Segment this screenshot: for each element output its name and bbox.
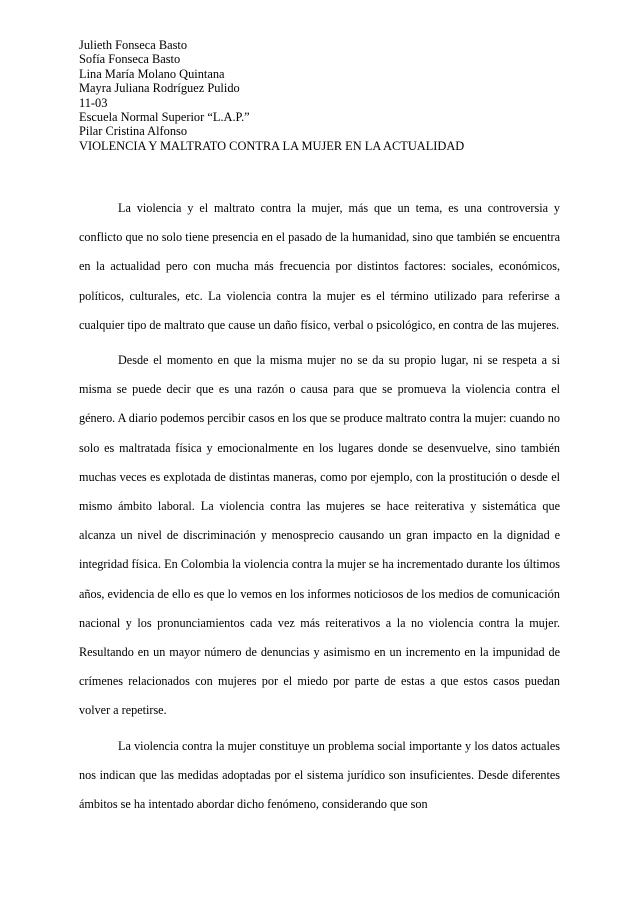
paragraph-3: La violencia contra la mujer constituye un problema social importante y los datos actuales nos indican que las medidas adoptadas por el sistema jurídico son insuficientes. Desde diferentes ámbitos se ha intentado abordar dicho fenómeno, considerando que son <box>79 738 560 812</box>
author-name-4: Mayra Juliana Rodríguez Pulido <box>79 81 240 96</box>
paragraph-2: Desde el momento en que la misma mujer no se da su propio lugar, ni se respeta a si misma se puede decir que es una razón o causa para que se promueva la violencia contra el género. A diario podemos percibir casos en los que se produce maltrato contra la mujer: cuando no solo es maltratada física y emocionalmente en los lugares donde se desenvuelve, sino también muchas veces es explotada de distintas maneras, como por ejemplo, con la prostitución o desde el mismo ámbito laboral. La violencia contra las mujeres se hace reiterativa y sistemática que alcanza un nivel de discriminación y menosprecio causando un gran impacto en la dignidad e integridad física. En Colombia la violencia contra la mujer se ha incrementado durante los últimos años, evidencia de ello es que lo vemos en los informes noticiosos de los medios de comunicación nacional y los pronunciamientos cada vez más reiterativos a la no violencia contra la mujer. Resultando en un mayor número de denuncias y asimismo en un incremento en la impunidad de crímenes relacionados con mujeres por el miedo por parte de estas a que estos casos puedan volver a repetirse. <box>79 353 560 718</box>
class-grade: 11-03 <box>79 95 108 110</box>
paragraph-1: La violencia y el maltrato contra la mujer, más que un tema, es una controversia y conflicto que no solo tiene presencia en el pasado de la humanidad, sino que también se encuentra en la actualidad pero con mucha más frecuencia por distintos factores: sociales, económicos, políticos, culturales, etc. La violencia contra la mujer es el término utilizado para referirse a cualquier tipo de maltrato que cause un daño físico, verbal o psicológico, en contra de las mujeres. <box>79 201 560 332</box>
school-name: Escuela Normal Superior “L.A.P.” <box>79 110 250 125</box>
author-name-1: Julieth Fonseca Basto <box>79 38 188 52</box>
author-name-2: Sofía Fonseca Basto <box>79 52 181 67</box>
document-body <box>79 194 560 825</box>
teacher-name: Pilar Cristina Alfonso <box>79 124 188 139</box>
document-header <box>79 38 579 153</box>
author-name-3: Lina María Molano Quintana <box>79 66 225 81</box>
document-title: VIOLENCIA Y MALTRATO CONTRA LA MUJER EN LA ACTUALIDAD <box>79 138 465 153</box>
